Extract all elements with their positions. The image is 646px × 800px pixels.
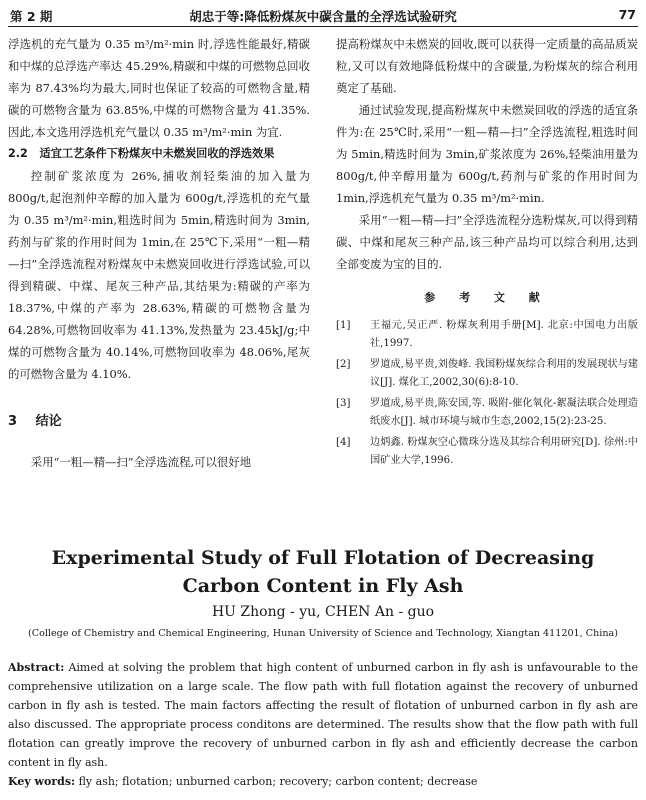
abstract-text: Aimed at solving the problem that high content of unburned carbon in fly ash is unfavourable to the comprehensive utilization on a large scale. The flow path with full flotation against the recovery of unburned carbon in fly ash is tested. The main factors affecting the result of flotation of unburned carbon in fly ash are also discussed. The appropriate process conditons are determined. The results show that the flow path with full flotation can greatly improve the recovery of unburned carbon in fly ash and efficiently decrease the carbon content in fly ash.: [8, 661, 639, 769]
english-keywords: [8, 775, 638, 788]
english-title: [8, 544, 638, 600]
paragraph-conclusion-start: 采用“一粗—精—扫”全浮选流程,可以很好地: [30, 455, 252, 469]
reference-text: 边炳鑫. 粉煤灰空心微珠分选及其综合利用研究[D]. 徐州:中国矿业大学,1996.: [370, 437, 638, 466]
subsection-number: 2.2: [8, 147, 28, 160]
references-heading: 参 考 文 献: [424, 291, 550, 304]
running-title: 胡忠于等:降低粉煤灰中碳含量的全浮选试验研究: [189, 9, 457, 24]
reference-text: 罗道成,易平贵,刘俊峰. 我国粉煤灰综合利用的发展现状与建议[J]. 煤化工,2002,30(6):8-10.: [370, 359, 638, 388]
paragraph-conclusion-cont: 提高粉煤灰中未燃炭的回收,既可以获得一定质量的高品质炭粒,又可以有效地降低粉煤中的含碳量,为粉煤灰的综合利用奠定了基础.: [336, 37, 638, 95]
keywords-text: fly ash; flotation; unburned carbon; recovery; carbon content; decrease: [78, 775, 478, 788]
section-heading: [8, 411, 310, 433]
reference-tag: [2]: [336, 359, 351, 370]
page-number: 77: [618, 7, 636, 22]
reference-item: [336, 395, 638, 431]
section-number: 3: [8, 414, 18, 429]
keywords-label: Key words:: [8, 775, 76, 788]
paragraph-products: 采用“一粗—精—扫”全浮选流程分选粉煤灰,可以得到精碳、中煤和尾灰三种产品,该三种产品均可以综合利用,达到全部变废为宝的目的.: [336, 213, 638, 271]
issue-label: 第 2 期: [10, 9, 53, 24]
subsection-title: 适宜工艺条件下粉煤灰中未燃炭回收的浮选效果: [39, 147, 275, 160]
reference-tag: [4]: [336, 437, 351, 448]
paragraph-conditions: 通过试验发现,提高粉煤灰中未燃炭回收的浮选的适宜条件为:在 25℃时,采用“一粗—精—扫”全浮选流程,粗选时间为 5min,精选时间为 3min,矿浆浓度为 26%,轻柴油用量为 800g/t,仲辛醇用量为 600g/t,药剂与矿浆的作用时间为 1min,浮选机充气量为 0.35 m³/m²·min.: [336, 103, 638, 205]
reference-item: [336, 356, 638, 392]
running-header: [8, 4, 638, 27]
reference-text: 罗道成,易平贵,陈安国,等. 吸附-催化氧化-絮凝法联合处理造纸废水[J]. 城市环境与城市生态,2002,15(2):23-25.: [370, 398, 638, 427]
left-column: [8, 33, 310, 473]
reference-list: [336, 317, 638, 470]
reference-text: 王福元,吴正严. 粉煤灰利用手册[M]. 北京:中国电力出版社,1997.: [370, 320, 638, 349]
reference-tag: [3]: [336, 398, 351, 409]
reference-item: [336, 434, 638, 470]
english-title-line-1: Experimental Study of Full Flotation of Decreasing: [51, 547, 595, 569]
right-column: [336, 33, 638, 473]
english-affiliation: (College of Chemistry and Chemical Engineering, Hunan University of Science and Technology, Xiangtan 411201, China): [28, 628, 618, 639]
english-abstract: [8, 658, 638, 772]
subsection-heading: [8, 143, 310, 165]
reference-tag: [1]: [336, 320, 351, 331]
english-authors: HU Zhong - yu, CHEN An - guo: [211, 604, 435, 620]
reference-item: [336, 317, 638, 353]
paragraph-air-flow: 浮选机的充气量为 0.35 m³/m²·min 时,浮选性能最好,精碳和中煤的总浮选产率达 45.29%,精碳和中煤的可燃物总回收率为 87.43%均为最大,同时也保证了较高的可燃物含量,精碳的可燃物含量为 63.85%,中煤的可燃物含量为 41.35%.因此,本文选用浮选机充气量以 0.35 m³/m²·min 为宜.: [8, 37, 310, 139]
english-title-line-2: Carbon Content in Fly Ash: [182, 575, 464, 597]
abstract-label: Abstract:: [8, 661, 65, 674]
paragraph-results: 控制矿浆浓度为 26%,捕收剂轻柴油的加入量为 800g/t,起泡剂仲辛醇的加入量为 600g/t,浮选机的充气量为 0.35 m³/m²·min,粗选时间为 5min,精选时间为 3min,药剂与矿浆的作用时间为 1min,在 25℃下,采用“一粗—精—扫”全浮选流程对粉煤灰中未燃炭回收进行浮选试验,可以得到精碳、中煤、尾灰三种产品,其结果为:精碳的产率为 18.37%,中煤的产率为 28.63%,精碳的可燃物含量为 64.28%,可燃物回收率为 41.13%,发热量为 23.45kJ/g;中煤的可燃物含量为 40.14%,可燃物回收率为 48.06%,尾灰的可燃物含量为 4.10%.: [8, 169, 310, 381]
section-title: 结论: [35, 414, 62, 429]
